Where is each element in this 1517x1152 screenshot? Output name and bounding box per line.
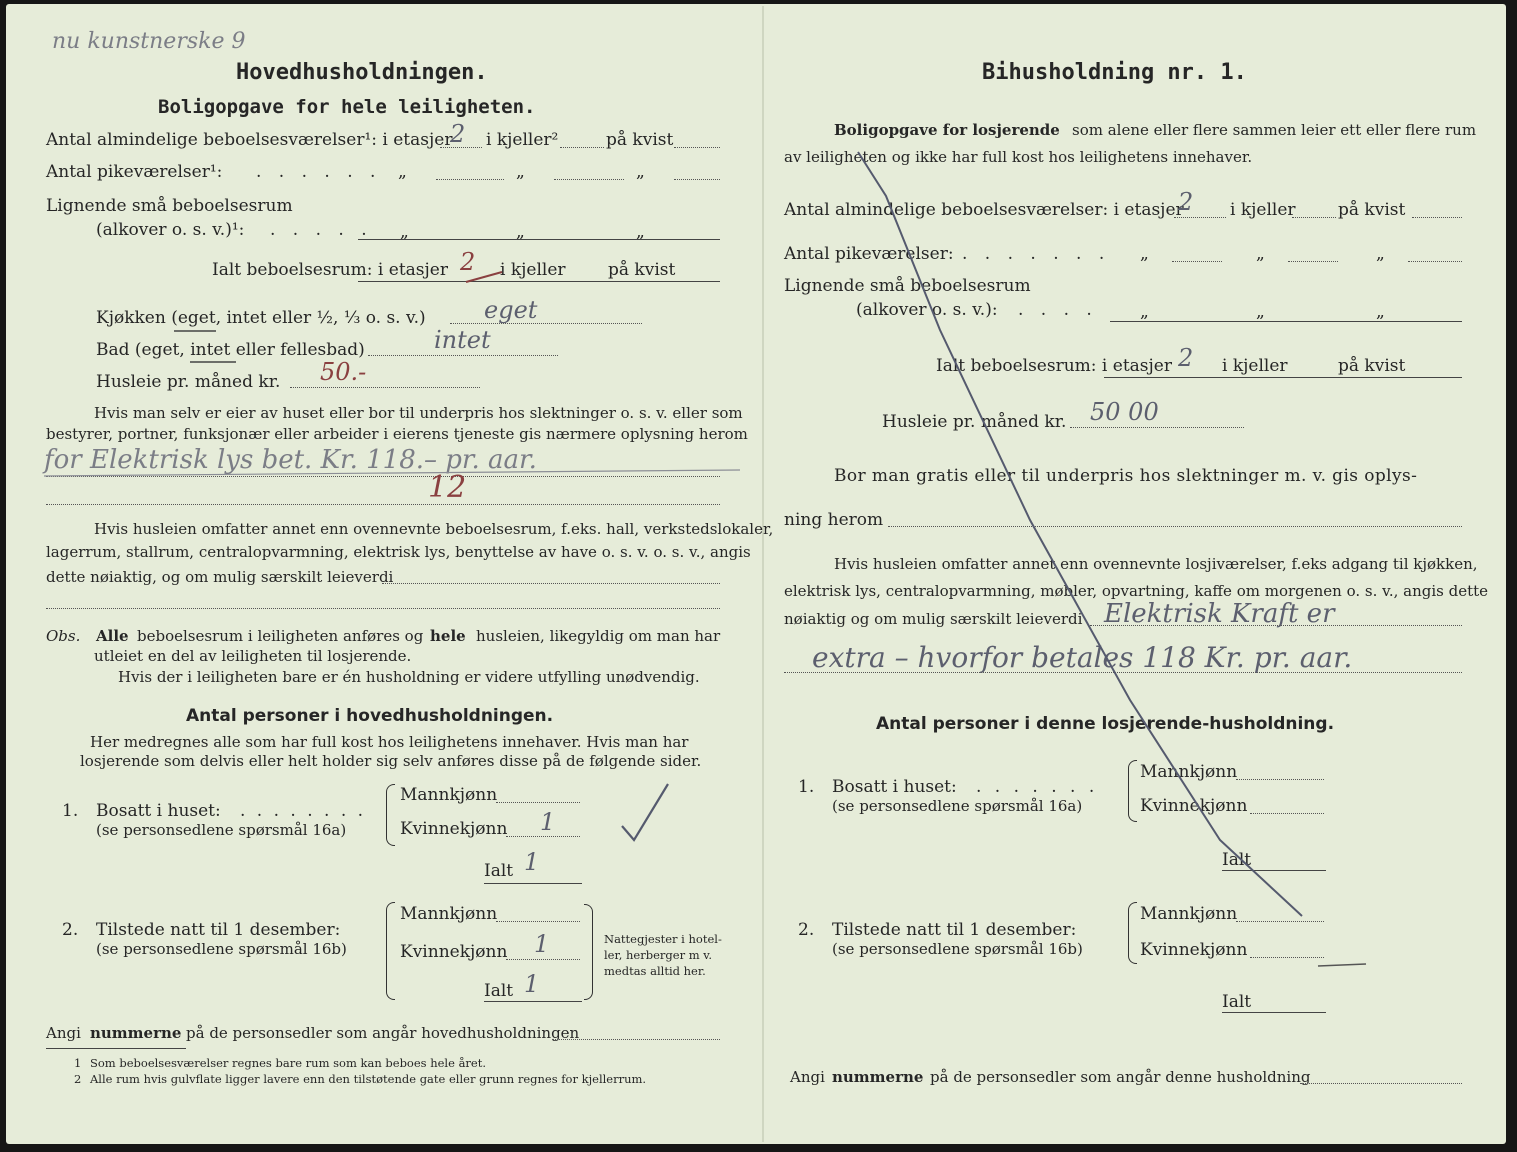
husleie-value: 50.- — [320, 358, 367, 386]
left-subtitle: Boligopgave for hele leiligheten. — [158, 96, 536, 118]
kjokken-label: Kjøkken (eget, intet eller ½, ⅓ o. s. v.) — [96, 308, 426, 328]
eier-handwriting: for Elektrisk lys bet. Kr. 118.– pr. aar. — [44, 445, 537, 475]
left-persons-title: Antal personer i hovedhusholdningen. — [186, 706, 554, 726]
lign-label: Lignende små beboelsesrum — [46, 196, 293, 216]
bad-label: Bad (eget, intet eller fellesbad) — [96, 340, 365, 360]
kjeller-label: i kjeller² — [486, 130, 559, 150]
pike-label: Antal pikeværelser¹: — [46, 162, 223, 182]
right-persons-title: Antal personer i denne losjerende-husholdning. — [876, 714, 1335, 734]
kjokken-value: eget — [484, 296, 538, 324]
right-husleie-value: 50 00 — [1090, 398, 1159, 426]
bad-value: intet — [434, 326, 491, 354]
right-omfatter-handwriting-2: extra – hvorfor betales 118 Kr. pr. aar. — [812, 641, 1353, 674]
pencil-note: nu kunstnerske 9 — [52, 29, 246, 54]
alkover-label: (alkover o. s. v.)¹: — [96, 220, 245, 240]
right-omfatter-handwriting-1: Elektrisk Kraft er — [1104, 599, 1335, 629]
rooms-value: 2 — [450, 120, 466, 148]
right-title: Bihusholdning nr. 1. — [982, 60, 1247, 85]
left-title: Hovedhusholdningen. — [236, 60, 488, 85]
husleie-label: Husleie pr. måned kr. — [96, 372, 281, 392]
right-rooms-value: 2 — [1178, 188, 1194, 216]
ialt-value: 2 — [460, 248, 476, 276]
kvist-label: på kvist — [606, 130, 674, 150]
right-rooms-label: Antal almindelige beboelsesværelser: i etasjer — [784, 200, 1184, 220]
rooms-label: Antal almindelige beboelsesværelser¹: i etasjer — [46, 130, 453, 150]
ialt-label: Ialt beboelsesrum: i etasjer — [212, 260, 448, 280]
